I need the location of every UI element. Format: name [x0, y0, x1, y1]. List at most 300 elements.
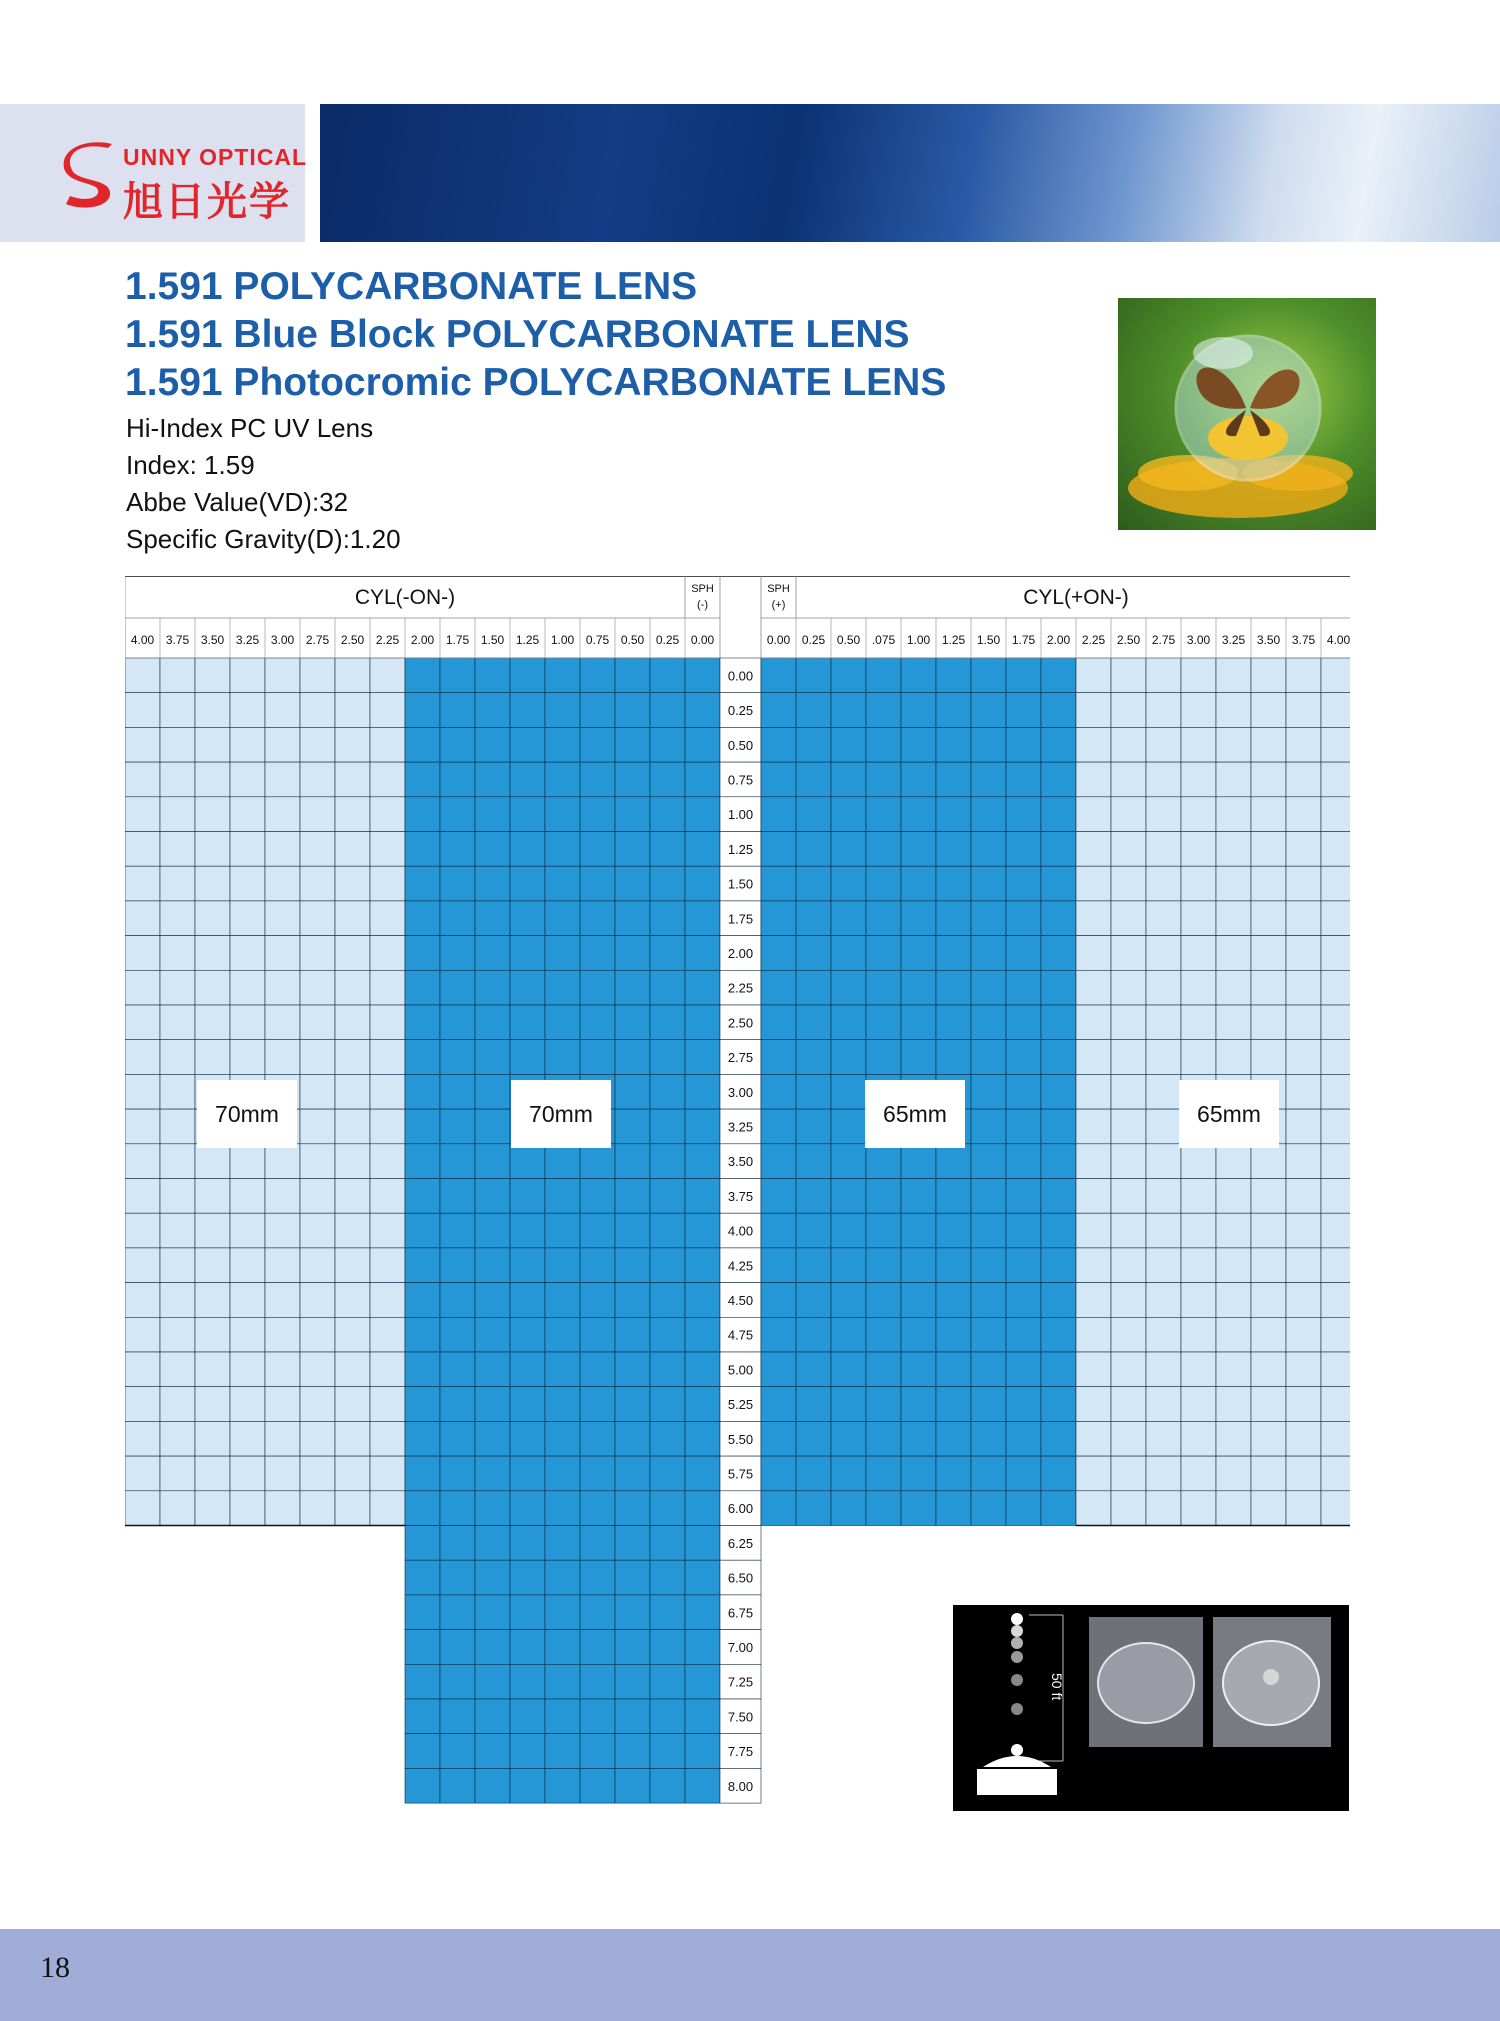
table-cell — [1146, 1005, 1181, 1040]
table-cell — [545, 1248, 580, 1283]
table-cell — [335, 1456, 370, 1491]
table-cell — [125, 1491, 160, 1526]
cyl-plus-col-label: 4.00 — [1326, 633, 1350, 647]
table-cell — [195, 936, 230, 971]
table-cell — [335, 1074, 370, 1109]
table-cell — [1251, 1040, 1286, 1075]
table-cell — [1321, 1005, 1350, 1040]
table-cell — [1251, 1005, 1286, 1040]
table-cell — [545, 1560, 580, 1595]
table-cell — [866, 727, 901, 762]
legend-label: 65mm — [865, 1080, 965, 1148]
table-cell — [370, 1074, 405, 1109]
table-cell — [580, 936, 615, 971]
table-cell — [615, 936, 650, 971]
table-cell — [1076, 1491, 1111, 1526]
table-cell — [685, 970, 720, 1005]
table-cell — [230, 658, 265, 693]
table-cell — [440, 832, 475, 867]
table-cell — [335, 1352, 370, 1387]
table-cell — [796, 1109, 831, 1144]
cyl-minus-col-label: 3.75 — [165, 633, 190, 647]
table-cell — [796, 832, 831, 867]
table-cell — [1006, 658, 1041, 693]
table-cell — [796, 727, 831, 762]
table-cell — [650, 1664, 685, 1699]
cyl-plus-col-label: 2.25 — [1081, 633, 1106, 647]
table-cell — [901, 1387, 936, 1422]
cyl-plus-col-label: 1.50 — [976, 633, 1001, 647]
table-cell — [300, 832, 335, 867]
table-cell — [1006, 1387, 1041, 1422]
table-cell — [936, 1387, 971, 1422]
table-cell — [1216, 1491, 1251, 1526]
table-cell — [475, 1248, 510, 1283]
table-cell — [230, 1005, 265, 1040]
table-cell — [685, 1491, 720, 1526]
table-cell — [510, 1699, 545, 1734]
table-cell — [300, 1421, 335, 1456]
table-cell — [160, 1144, 195, 1179]
table-cell — [1321, 762, 1350, 797]
table-cell — [1321, 1352, 1350, 1387]
table-cell — [160, 866, 195, 901]
table-cell — [1006, 1352, 1041, 1387]
table-cell — [510, 1560, 545, 1595]
table-cell — [160, 1179, 195, 1214]
table-cell — [1286, 1179, 1321, 1214]
table-cell — [125, 1179, 160, 1214]
table-cell — [230, 1421, 265, 1456]
table-cell — [971, 1040, 1006, 1075]
table-cell — [1181, 1213, 1216, 1248]
cyl-plus-col-label: 0.00 — [766, 633, 791, 647]
table-cell — [1006, 1456, 1041, 1491]
table-cell — [510, 1005, 545, 1040]
table-cell — [510, 658, 545, 693]
table-cell — [936, 1005, 971, 1040]
table-cell — [1076, 1317, 1111, 1352]
table-cell — [615, 727, 650, 762]
table-cell — [1321, 866, 1350, 901]
table-cell — [901, 832, 936, 867]
cyl-minus-col-label: 1.50 — [480, 633, 505, 647]
table-cell — [650, 901, 685, 936]
table-cell — [1216, 1005, 1251, 1040]
table-cell — [1041, 797, 1076, 832]
table-cell — [936, 762, 971, 797]
table-cell — [510, 693, 545, 728]
table-cell — [440, 970, 475, 1005]
table-cell — [440, 1456, 475, 1491]
sph-row-label: 2.00 — [727, 945, 754, 961]
table-cell — [580, 1317, 615, 1352]
table-cell — [1041, 832, 1076, 867]
table-cell — [796, 1456, 831, 1491]
table-cell — [405, 1179, 440, 1214]
table-cell — [510, 1179, 545, 1214]
table-cell — [475, 1595, 510, 1630]
table-cell — [265, 970, 300, 1005]
table-cell — [265, 1352, 300, 1387]
table-cell — [901, 693, 936, 728]
table-cell — [1251, 727, 1286, 762]
sph-row-label: 1.25 — [727, 841, 754, 857]
table-cell — [580, 1387, 615, 1422]
table-cell — [1286, 1005, 1321, 1040]
table-cell — [901, 1144, 936, 1179]
table-cell — [1146, 1283, 1181, 1318]
sph-row-label: 0.75 — [727, 772, 754, 788]
table-cell — [831, 936, 866, 971]
table-cell — [440, 693, 475, 728]
table-cell — [1041, 901, 1076, 936]
table-cell — [761, 1144, 796, 1179]
table-cell — [1076, 901, 1111, 936]
table-cell — [685, 1179, 720, 1214]
table-cell — [125, 1283, 160, 1318]
table-cell — [405, 832, 440, 867]
table-cell — [580, 1630, 615, 1665]
cyl-minus-col-label: 0.00 — [690, 633, 715, 647]
table-cell — [1006, 1144, 1041, 1179]
table-cell — [796, 1283, 831, 1318]
table-cell — [615, 1352, 650, 1387]
sph-row-label: 0.00 — [727, 668, 754, 684]
table-cell — [1076, 1179, 1111, 1214]
table-cell — [650, 1283, 685, 1318]
table-cell — [1146, 866, 1181, 901]
table-cell — [125, 693, 160, 728]
table-cell — [1321, 1179, 1350, 1214]
table-cell — [936, 727, 971, 762]
table-cell — [1111, 970, 1146, 1005]
table-cell — [125, 1352, 160, 1387]
table-cell — [160, 1040, 195, 1075]
table-cell — [1146, 1248, 1181, 1283]
sph-row-label: 6.00 — [727, 1501, 754, 1517]
table-cell — [580, 1248, 615, 1283]
table-cell — [335, 1179, 370, 1214]
table-cell — [1216, 1179, 1251, 1214]
table-cell — [615, 1317, 650, 1352]
sph-row-label: 3.00 — [727, 1084, 754, 1100]
table-cell — [160, 1213, 195, 1248]
table-cell — [160, 797, 195, 832]
table-cell — [1251, 797, 1286, 832]
table-cell — [796, 1317, 831, 1352]
table-cell — [440, 1005, 475, 1040]
table-cell — [971, 658, 1006, 693]
table-cell — [1041, 762, 1076, 797]
table-cell — [761, 727, 796, 762]
table-cell — [580, 658, 615, 693]
table-cell — [1041, 693, 1076, 728]
table-cell — [1181, 1491, 1216, 1526]
table-cell — [125, 1074, 160, 1109]
table-cell — [1006, 797, 1041, 832]
sph-row-label: 2.75 — [727, 1050, 754, 1066]
table-cell — [1216, 1283, 1251, 1318]
table-cell — [1181, 1352, 1216, 1387]
table-cell — [1181, 727, 1216, 762]
table-cell — [510, 797, 545, 832]
table-cell — [1181, 1144, 1216, 1179]
table-cell — [335, 727, 370, 762]
table-cell — [230, 970, 265, 1005]
table-cell — [265, 1005, 300, 1040]
table-cell — [510, 901, 545, 936]
table-cell — [125, 762, 160, 797]
table-cell — [1076, 1005, 1111, 1040]
table-cell — [405, 797, 440, 832]
table-cell — [510, 1664, 545, 1699]
table-cell — [230, 1283, 265, 1318]
table-cell — [545, 1040, 580, 1075]
table-cell — [125, 970, 160, 1005]
sph-row-label: 7.25 — [727, 1674, 754, 1690]
table-cell — [300, 1491, 335, 1526]
table-cell — [1041, 1352, 1076, 1387]
table-cell — [440, 1248, 475, 1283]
table-cell — [831, 1317, 866, 1352]
legend-label: 65mm — [1179, 1080, 1279, 1148]
table-cell — [1111, 1213, 1146, 1248]
table-cell — [1251, 1283, 1286, 1318]
table-cell — [971, 1317, 1006, 1352]
table-cell — [1216, 1421, 1251, 1456]
table-cell — [510, 1456, 545, 1491]
table-cell — [1321, 832, 1350, 867]
table-cell — [370, 658, 405, 693]
table-cell — [1111, 1005, 1146, 1040]
table-cell — [831, 1387, 866, 1422]
cyl-minus-col-label: 1.00 — [550, 633, 575, 647]
table-cell — [685, 866, 720, 901]
table-cell — [195, 970, 230, 1005]
table-cell — [335, 936, 370, 971]
table-cell — [1181, 693, 1216, 728]
table-cell — [440, 1352, 475, 1387]
table-cell — [580, 1179, 615, 1214]
table-cell — [125, 1248, 160, 1283]
table-cell — [796, 1040, 831, 1075]
table-cell — [335, 970, 370, 1005]
table-cell — [475, 1074, 510, 1109]
table-cell — [1041, 1005, 1076, 1040]
table-cell — [936, 1040, 971, 1075]
table-cell — [761, 1213, 796, 1248]
table-cell — [936, 1317, 971, 1352]
table-cell — [475, 693, 510, 728]
sph-row-label: 1.75 — [727, 911, 754, 927]
table-cell — [300, 1074, 335, 1109]
table-cell — [866, 1144, 901, 1179]
table-cell — [580, 1144, 615, 1179]
table-cell — [370, 693, 405, 728]
table-cell — [440, 1179, 475, 1214]
table-cell — [761, 1491, 796, 1526]
table-cell — [300, 970, 335, 1005]
table-cell — [1181, 1317, 1216, 1352]
table-cell — [370, 936, 405, 971]
table-cell — [1006, 1074, 1041, 1109]
table-cell — [1251, 936, 1286, 971]
table-cell — [1181, 1248, 1216, 1283]
table-cell — [1006, 1248, 1041, 1283]
table-cell — [370, 1491, 405, 1526]
table-cell — [615, 866, 650, 901]
spec-abbe: Abbe Value(VD):32 — [126, 487, 349, 517]
table-cell — [440, 1421, 475, 1456]
table-cell — [370, 1421, 405, 1456]
table-cell — [971, 1109, 1006, 1144]
table-cell — [1041, 1456, 1076, 1491]
table-cell — [615, 1144, 650, 1179]
sph-row-label: 3.25 — [727, 1119, 754, 1135]
table-cell — [475, 1005, 510, 1040]
table-cell — [1181, 901, 1216, 936]
table-cell — [831, 762, 866, 797]
table-cell — [685, 936, 720, 971]
table-cell — [510, 1213, 545, 1248]
table-cell — [545, 1734, 580, 1769]
table-cell — [545, 1630, 580, 1665]
table-cell — [1216, 1248, 1251, 1283]
table-cell — [866, 1352, 901, 1387]
table-cell — [405, 1213, 440, 1248]
cyl-plus-col-label: .075 — [871, 633, 896, 647]
table-cell — [1321, 1387, 1350, 1422]
table-cell — [1321, 1144, 1350, 1179]
table-cell — [1006, 727, 1041, 762]
table-cell — [650, 1213, 685, 1248]
table-cell — [1181, 1421, 1216, 1456]
table-cell — [335, 866, 370, 901]
table-cell — [1006, 1283, 1041, 1318]
cyl-plus-col-label: 0.50 — [836, 633, 861, 647]
table-cell — [1286, 1491, 1321, 1526]
table-cell — [1321, 1317, 1350, 1352]
table-cell — [1181, 970, 1216, 1005]
table-cell — [580, 1005, 615, 1040]
table-cell — [440, 1387, 475, 1422]
sph-row-label: 4.75 — [727, 1327, 754, 1343]
table-cell — [1041, 1317, 1076, 1352]
table-cell — [1286, 866, 1321, 901]
table-cell — [1181, 832, 1216, 867]
table-cell — [335, 1421, 370, 1456]
table-cell — [265, 762, 300, 797]
table-cell — [580, 1664, 615, 1699]
table-cell — [545, 1005, 580, 1040]
table-cell — [650, 1560, 685, 1595]
table-cell — [615, 901, 650, 936]
table-cell — [971, 1387, 1006, 1422]
cyl-plus-col-label: 2.00 — [1046, 633, 1071, 647]
table-cell — [440, 1074, 475, 1109]
table-cell — [195, 1456, 230, 1491]
table-cell — [936, 693, 971, 728]
table-cell — [615, 1630, 650, 1665]
table-cell — [440, 1283, 475, 1318]
table-cell — [650, 866, 685, 901]
table-cell — [405, 1734, 440, 1769]
table-cell — [1111, 693, 1146, 728]
cyl-plus-header: CYL(+ON-) — [1023, 586, 1129, 609]
table-cell — [1111, 832, 1146, 867]
sph-row-label: 6.25 — [727, 1535, 754, 1551]
table-cell — [1251, 832, 1286, 867]
table-cell — [335, 1213, 370, 1248]
table-cell — [1041, 936, 1076, 971]
table-cell — [230, 901, 265, 936]
table-cell — [580, 1560, 615, 1595]
table-cell — [615, 1491, 650, 1526]
table-cell — [160, 936, 195, 971]
table-cell — [1251, 1491, 1286, 1526]
table-cell — [1321, 970, 1350, 1005]
table-cell — [405, 970, 440, 1005]
table-cell — [866, 970, 901, 1005]
table-cell — [685, 727, 720, 762]
table-cell — [510, 1630, 545, 1665]
table-cell — [230, 936, 265, 971]
table-cell — [1251, 658, 1286, 693]
table-cell — [1286, 1421, 1321, 1456]
table-cell — [866, 1421, 901, 1456]
table-cell — [615, 1699, 650, 1734]
table-cell — [1286, 1387, 1321, 1422]
table-cell — [1111, 1387, 1146, 1422]
table-cell — [1321, 1491, 1350, 1526]
table-cell — [936, 1421, 971, 1456]
table-cell — [580, 762, 615, 797]
table-cell — [1006, 832, 1041, 867]
table-cell — [195, 1491, 230, 1526]
table-cell — [300, 797, 335, 832]
table-cell — [615, 1040, 650, 1075]
table-cell — [685, 1387, 720, 1422]
table-cell — [1041, 727, 1076, 762]
table-cell — [1076, 658, 1111, 693]
table-cell — [440, 1595, 475, 1630]
table-cell — [475, 727, 510, 762]
butterfly-lens-photo — [1118, 298, 1376, 530]
table-cell — [761, 1352, 796, 1387]
table-cell — [1216, 832, 1251, 867]
sph-plus-header: (+) — [771, 599, 786, 611]
table-cell — [580, 832, 615, 867]
table-cell — [1286, 1074, 1321, 1109]
table-cell — [1251, 866, 1286, 901]
table-cell — [685, 1768, 720, 1803]
table-cell — [971, 1421, 1006, 1456]
table-cell — [936, 658, 971, 693]
table-cell — [195, 1179, 230, 1214]
table-cell — [831, 1456, 866, 1491]
legend-label: 70mm — [511, 1080, 611, 1148]
table-cell — [405, 1144, 440, 1179]
table-cell — [615, 1005, 650, 1040]
table-cell — [1111, 658, 1146, 693]
table-cell — [615, 1387, 650, 1422]
table-cell — [300, 1005, 335, 1040]
table-cell — [300, 936, 335, 971]
table-cell — [195, 1144, 230, 1179]
table-cell — [440, 1699, 475, 1734]
table-cell — [475, 797, 510, 832]
